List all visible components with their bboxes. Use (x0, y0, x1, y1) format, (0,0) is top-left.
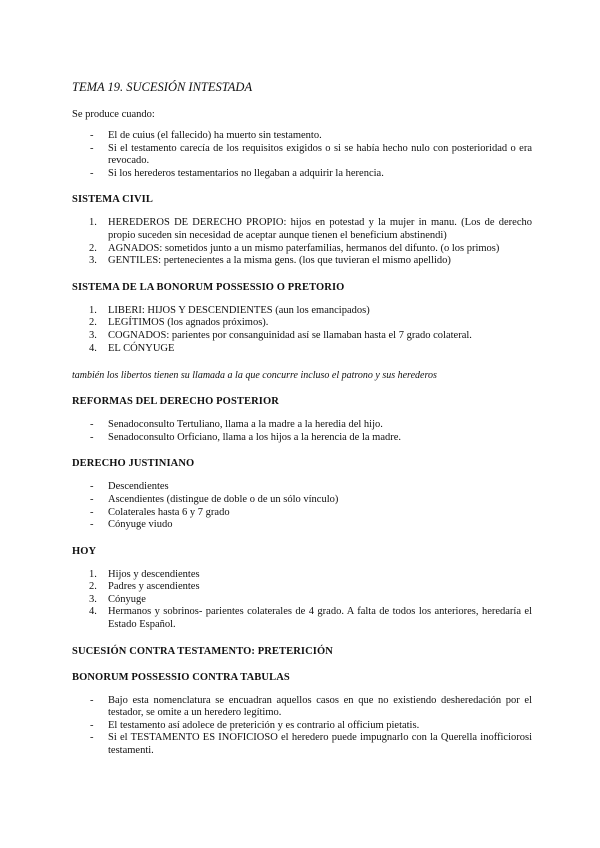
section-heading-hoy: HOY (72, 545, 97, 557)
document-page (72, 80, 532, 762)
dash-marker: - (90, 493, 94, 505)
list-item: - Ascendientes (distingue de doble o de un sólo vínculo) (90, 493, 339, 505)
list-item: 2. LEGÍTIMOS (los agnados próximos). (89, 317, 269, 329)
page-title: TEMA 19. SUCESIÓN INTESTADA (72, 80, 253, 94)
list-number: 2. (89, 581, 97, 593)
list-number: 1. (89, 304, 97, 316)
list-item: 1. Hijos y descendientes (89, 568, 200, 580)
list-number: 3. (89, 593, 97, 605)
list-item: - Senadoconsulto Orficiano, llama a los hijos a la herencia de la madre. (90, 431, 402, 443)
list-item: 3. Cónyuge (89, 593, 146, 605)
list-item: - Cónyuge viudo (90, 519, 173, 531)
dash-marker: - (90, 506, 94, 518)
list-item: 2. Padres y ascendientes (89, 581, 200, 593)
list-number: 2. (89, 242, 97, 254)
intro-list (72, 130, 532, 180)
section-heading-pretorio: SISTEMA DE LA BONORUM POSSESSIO O PRETORIO (72, 281, 345, 293)
civil-list (72, 217, 532, 267)
list-number: 4. (89, 342, 97, 354)
list-item: - Si el testamento carecía de los requisitos exigidos o si se había hecho nulo con posterioridad o era revocado. (90, 142, 532, 167)
list-item: 4. EL CÓNYUGE (89, 342, 175, 354)
list-item: - Bajo esta nomenclatura se encuadran aquellos casos en que no existiendo desheredación por el testador, se omite a un heredero legítimo. (90, 694, 532, 719)
list-number: 2. (89, 317, 97, 329)
list-item: - El testamento así adolece de preterición y es contrario al officium pietatis. (90, 719, 420, 731)
section-heading-justiniano: DERECHO JUSTINIANO (72, 458, 195, 470)
list-item: 4. Hermanos y sobrinos- parientes colaterales de 4 grado. A falta de todos los anteriores, heredaría el Estado Español. (89, 606, 532, 631)
list-number: 3. (89, 329, 97, 341)
dash-marker: - (90, 130, 94, 141)
list-number: 1. (89, 568, 97, 580)
section-heading-pretericion: SUCESIÓN CONTRA TESTAMENTO: PRETERICIÓN (72, 645, 333, 657)
list-item: - El de cuius (el fallecido) ha muerto sin testamento. (90, 130, 322, 141)
dash-marker: - (90, 481, 94, 493)
list-number: 3. (89, 255, 97, 267)
dash-marker: - (90, 719, 94, 731)
list-number: 4. (89, 606, 97, 618)
libertos-note: también los libertos tienen su llamada a la que concurre incluso el patrono y sus herederos (72, 370, 437, 382)
pretorio-list (72, 305, 532, 355)
list-item: - Colaterales hasta 6 y 7 grado (90, 506, 230, 518)
dash-marker: - (90, 419, 94, 431)
list-item: 2. AGNADOS: sometidos junto a un mismo paterfamilias, hermanos del difunto. (o los primos) (89, 242, 500, 254)
list-item: - Si el TESTAMENTO ES INOFICIOSO el heredero puede impugnarlo con la Querella inofficiorosi testamenti. (90, 732, 532, 757)
dash-marker: - (90, 694, 94, 706)
contra-tabulas-list (72, 695, 532, 758)
list-item: 3. GENTILES: pertenecientes a la misma gens. (los que tuvieran el mismo apellido) (89, 255, 451, 267)
list-item: - Si los herederos testamentarios no llegaban a adquirir la herencia. (90, 167, 384, 179)
list-item: 1. HEREDEROS DE DERECHO PROPIO: hijos en potestad y la mujer in manu. (Los de derecho propio suceden sin necesidad de aceptar aunque tienen el beneficium abstinendi) (89, 217, 532, 241)
hoy-list (72, 569, 532, 632)
list-item: 1. LIBERI: HIJOS Y DESCENDIENTES (aun los emancipados) (89, 304, 370, 316)
section-heading-civil: SISTEMA CIVIL (72, 194, 153, 206)
dash-marker: - (90, 167, 94, 179)
dash-marker: - (90, 142, 94, 154)
dash-marker: - (90, 519, 94, 531)
justiniano-list (72, 481, 532, 531)
list-item: - Senadoconsulto Tertuliano, llama a la madre a la heredia del hijo. (90, 419, 383, 431)
reformas-list (72, 419, 532, 444)
intro-text: Se produce cuando: (72, 109, 155, 120)
list-item: - Descendientes (90, 481, 169, 493)
dash-marker: - (90, 732, 94, 744)
list-item: 3. COGNADOS: parientes por consanguinidad así se llamaban hasta el 7 grado colateral. (89, 329, 472, 341)
section-heading-reformas: REFORMAS DEL DERECHO POSTERIOR (72, 396, 279, 408)
dash-marker: - (90, 431, 94, 443)
list-number: 1. (89, 217, 97, 229)
section-heading-contra-tabulas: BONORUM POSSESSIO CONTRA TABULAS (72, 671, 290, 683)
